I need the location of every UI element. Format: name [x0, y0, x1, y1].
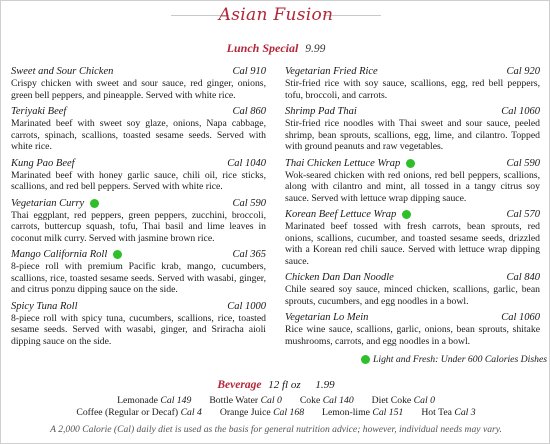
menu-item-name-wrap: [11, 300, 78, 313]
menu-item-name: Sweet and Sour Chicken: [11, 66, 114, 77]
legend-text: Light and Fresh: Under 600 Calories Dishes: [373, 354, 548, 365]
menu-item-sweet-and-sour-chicken: [11, 65, 266, 101]
menu-item-calories: Cal 860: [232, 106, 266, 117]
beverage-name: Coffee (Regular or Decaf): [76, 407, 179, 418]
green-dot-icon: [406, 159, 415, 168]
menu-item-thai-chicken-lettuce-wrap: [285, 157, 540, 205]
menu-item-calories: Cal 590: [232, 197, 266, 209]
beverage-name: Hot Tea: [421, 407, 452, 418]
menu-item-name-wrap: [285, 65, 378, 78]
menu-item-header: [285, 65, 540, 78]
beverage-name: Diet Coke: [371, 395, 412, 406]
menu-item-calories: Cal 840: [506, 272, 540, 283]
menu-item-name: Chicken Dan Dan Noodle: [285, 272, 394, 283]
beverage-name: Lemonade: [117, 395, 158, 406]
menu-item-calories: Cal 1000: [227, 300, 266, 312]
menu-item-name: Teriyaki Beef: [11, 106, 67, 117]
beverage-hot-tea: [421, 407, 475, 418]
beverage-name: Coke: [299, 395, 321, 406]
green-dot-icon: [90, 199, 99, 208]
menu-item-name: Vegetarian Curry: [11, 197, 85, 209]
beverage-lemon-lime: [322, 407, 403, 418]
menu-item-name: Vegetarian Fried Rice: [285, 66, 378, 77]
menu-item-description: Stir-fried rice noodles with Thai sweet and sour sauce, peeled shrimp, bean sprouts, scallions, egg, lime, and cilantro. Topped with ground peanuts and raw vegetables.: [285, 118, 540, 152]
menu-item-teriyaki-beef: [11, 105, 266, 153]
menu-item-calories: Cal 1040: [227, 157, 266, 169]
beverage-calories: Cal 0: [260, 395, 282, 406]
menu-item-header: [11, 248, 266, 261]
menu-item-mango-california-roll: [11, 248, 266, 296]
restaurant-title: Asian Fusion: [218, 5, 334, 25]
menu-item-vegetarian-fried-rice: [285, 65, 540, 101]
menu-item-name-wrap: [285, 208, 411, 221]
green-dot-icon: [402, 210, 411, 219]
beverage-calories: Cal 3: [454, 407, 476, 418]
lunch-special-label: Lunch Special: [226, 41, 299, 55]
menu-item-calories: Cal 910: [232, 66, 266, 77]
menu-item-name: Mango California Roll: [11, 249, 108, 260]
menu-item-name-wrap: [285, 311, 368, 324]
beverage-calories: Cal 140: [322, 395, 354, 406]
menu-item-header: [11, 65, 266, 78]
menu-item-name-wrap: [285, 271, 394, 284]
menu-item-description: Thai eggplant, red peppers, green peppers, zucchini, broccoli, carrots, buttercup squash, tofu, Thai basil and lime leaves in coconut milk curry. Served with jasmine brown rice.: [11, 209, 266, 244]
beverage-row-2: [1, 407, 550, 418]
menu-item-header: [11, 197, 266, 210]
menu-item-name-wrap: [11, 105, 66, 118]
menu-item-name: Vegetarian Lo Mein: [285, 312, 369, 323]
menu-item-description: Rice wine sauce, scallions, garlic, onions, bean sprouts, shitake mushrooms, carrots, and egg noodles in a bowl.: [285, 324, 540, 347]
beverage-heading: [1, 379, 550, 391]
menu-item-spicy-tuna-roll: [11, 300, 266, 348]
menu-column-left: [11, 65, 266, 351]
beverage-calories: Cal 0: [413, 395, 435, 406]
beverage-name: Lemon-lime: [322, 407, 370, 418]
nutrition-footnote: A 2,000 Calorie (Cal) daily diet is used as the basis for general nutrition advice; however, individual needs may vary.: [50, 424, 502, 435]
menu-item-kung-pao-beef: [11, 157, 266, 193]
menu-item-header: [285, 105, 540, 118]
beverage-coke: [300, 395, 354, 406]
menu-item-chicken-dan-dan-noodle: [285, 271, 540, 307]
menu-item-name: Shrimp Pad Thai: [285, 106, 357, 117]
menu-item-calories: Cal 590: [506, 157, 540, 169]
menu-item-calories: Cal 920: [506, 66, 540, 77]
green-dot-icon: [361, 355, 370, 364]
lunch-special-heading: [1, 41, 550, 56]
beverage-calories: Cal 168: [273, 407, 305, 418]
menu-item-korean-beef-lettuce-wrap: [285, 208, 540, 267]
menu-item-header: [11, 105, 266, 118]
menu-item-shrimp-pad-thai: [285, 105, 540, 153]
menu-item-calories: Cal 365: [232, 249, 266, 260]
menu-item-description: 8-piece roll with spicy tuna, cucumbers, scallions, rice, toasted sesame seeds. Served with wasabi, ginger, and Sriracha aioli dipping sauce on the side.: [11, 312, 266, 347]
beverage-calories: Cal 4: [180, 407, 202, 418]
beverage-calories: Cal 149: [160, 395, 192, 406]
green-dot-icon: [113, 250, 122, 259]
brand-header: [1, 5, 550, 25]
menu-item-header: [11, 300, 266, 313]
menu-item-vegetarian-curry: [11, 197, 266, 245]
menu-item-name-wrap: [285, 105, 357, 118]
menu-item-header: [285, 271, 540, 284]
menu-item-header: [285, 208, 540, 221]
menu-item-description: Stir-fried rice with soy sauce, scallions, egg, red bell peppers, tofu, broccoli, and carrots.: [285, 78, 540, 101]
beverage-row-1: [1, 395, 550, 406]
menu-item-description: Chile seared soy sauce, minced chicken, scallions, garlic, bean sprouts, cucumbers, and egg noodles in a bowl.: [285, 284, 540, 307]
beverage-name: Bottle Water: [209, 395, 259, 406]
menu-item-name: Korean Beef Lettuce Wrap: [285, 209, 397, 220]
menu-item-calories: Cal 1060: [501, 312, 540, 323]
menu-item-calories: Cal 1060: [501, 106, 540, 117]
menu-item-header: [11, 157, 266, 170]
beverage-orange-juice: [220, 407, 304, 418]
beverage-label: Beverage: [217, 379, 262, 391]
menu-item-name-wrap: [11, 248, 122, 261]
menu-item-description: 8-piece roll with premium Pacific krab, mango, cucumbers, scallions, rice, toasted sesame seeds. Served with wasabi, ginger, and citrus ponzu dipping sauce on the side.: [11, 261, 266, 295]
menu-item-name: Kung Pao Beef: [11, 157, 75, 169]
beverage-name: Orange Juice: [219, 407, 271, 418]
menu-item-description: Crispy chicken with sweet and sour sauce, red ginger, onions, green bell peppers, and pineapple. Served with white rice.: [11, 78, 266, 101]
menu-item-name-wrap: [11, 65, 113, 78]
menu-item-name-wrap: [285, 157, 415, 170]
menu-item-header: [285, 311, 540, 324]
menu-item-description: Wok-seared chicken with red onions, red bell peppers, scallions, along with cilantro and mint, all tossed in a tangy citrus soy sauce. Served with lettuce wrap dipping sauce.: [285, 169, 540, 204]
menu-item-name-wrap: [11, 197, 99, 210]
menu-item-calories: Cal 570: [506, 209, 540, 220]
menu-item-header: [285, 157, 540, 170]
beverage-coffee-regular-or-decaf: [76, 407, 201, 418]
menu-item-name-wrap: [11, 157, 75, 170]
menu-item-name: Thai Chicken Lettuce Wrap: [285, 157, 401, 169]
menu-item-description: Marinated beef tossed with fresh carrots, bean sprouts, red onions, scallions, cucumber, and toasted sesame seeds, drizzled with a Korean red chili sauce. Served with lettuce wrap dipping sauce.: [285, 221, 540, 267]
menu-item-vegetarian-lo-mein: [285, 311, 540, 347]
beverage-lemonade: [117, 395, 191, 406]
menu-item-name: Spicy Tuna Roll: [11, 300, 78, 312]
menu-item-description: Marinated beef with honey garlic sauce, chili oil, rice sticks, scallions, and red bell peppers. Served with white rice.: [11, 169, 266, 192]
beverage-price: 1.99: [315, 379, 335, 391]
lunch-special-price: 9.99: [305, 43, 326, 55]
beverage-calories: Cal 151: [372, 407, 404, 418]
menu-column-right: [285, 65, 540, 351]
beverage-bottle-water: [209, 395, 282, 406]
beverage-diet-coke: [372, 395, 435, 406]
menu-item-description: Marinated beef with sweet soy glaze, onions, Napa cabbage, carrots, spinach, scallions, toasted sesame seeds. Served with white rice.: [11, 118, 266, 152]
light-fresh-legend: [361, 354, 547, 365]
beverage-size: 12 fl oz: [268, 379, 301, 391]
